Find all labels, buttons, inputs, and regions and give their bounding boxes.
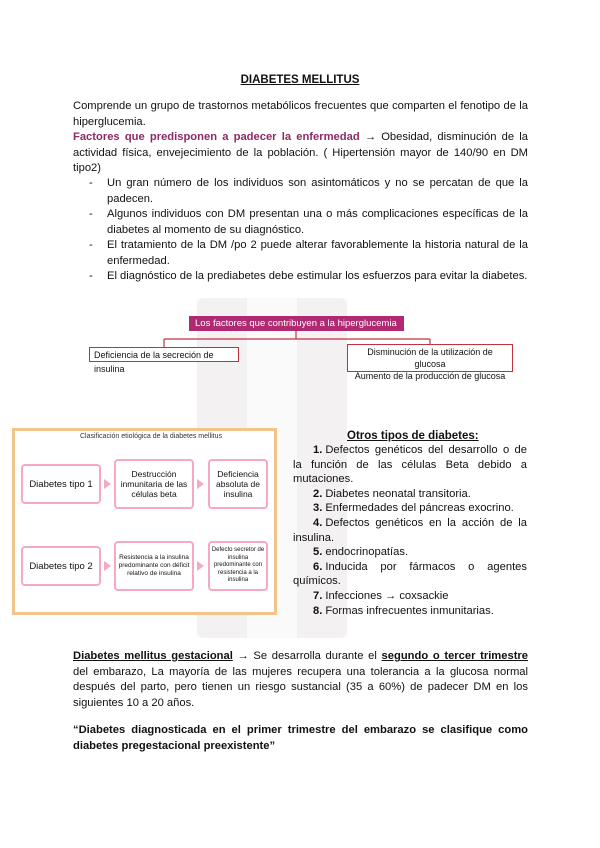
gestacional-paragraph: Diabetes mellitus gestacional → Se desarrolla durante el segundo o tercer trimestre del embarazo, La mayoría de las mujeres recupera una tolerancia a la glucosa normal después del parto, pero tienen un riesgo sustancial (35 a 60%) de padecer DM en los siguientes 10 a 20 años. [73, 650, 528, 709]
bullet-marker: - [89, 208, 93, 220]
list-item: - Algunos individuos con DM presentan una o más complicaciones específicas de la diabetes al momento de su diagnóstico. [89, 208, 528, 236]
list-item: 3. Enfermedades del páncreas exocrino. [313, 502, 514, 515]
gestacional-trimester: segundo o tercer trimestre [381, 650, 528, 662]
gestacional-arrow: → [232, 650, 254, 662]
list-item: 6. Inducida por fármacos o agentes químicos. [293, 560, 527, 588]
list-item: 7. Infecciones → coxsackie [313, 589, 449, 602]
quote-paragraph: “Diabetes diagnosticada en el primer trimestre del embarazo se clasifique como diabetes pregestacional preexistente” [73, 724, 528, 752]
otros-tipos-title: Otros tipos de diabetes: [347, 430, 479, 442]
gestacional-label: Diabetes mellitus gestacional [73, 650, 233, 662]
diagram-box-type2: Diabetes tipo 2 [21, 546, 101, 586]
arrow-icon [197, 561, 204, 571]
diagram-box-type1-effect: Deficiencia absoluta de insulina [208, 459, 268, 509]
otros-tipos-list [293, 443, 527, 618]
bullet-marker: - [89, 270, 93, 282]
diagram-box-type1: Diabetes tipo 1 [21, 464, 101, 504]
classification-diagram [12, 428, 277, 615]
factors-label: Factores que predisponen a padecer la enfermedad [73, 131, 360, 143]
list-item: - El tratamiento de la DM /po 2 puede alterar favorablemente la historia natural de la enfermedad. [89, 239, 528, 267]
list-item: 8. Formas infrecuentes inmunitarias. [313, 604, 494, 617]
hyper-diagram-right-box: Disminución de la utilización de glucosa Aumento de la producción de glucosa [347, 344, 513, 372]
arrow-icon [197, 479, 204, 489]
intro-paragraph: Comprende un grupo de trastornos metabólicos frecuentes que comparten el fenotipo de la hiperglucemia. [73, 100, 528, 128]
diagram-box-type2-effect: Defecto secretor de insulina predominante con resistencia a la insulina [208, 541, 268, 591]
list-item: 5. endocrinopatías. [313, 546, 409, 559]
diagram-box-type2-cause: Resistencia a la insulina predominante con déficit relativo de insulina [114, 541, 194, 591]
list-item: 4. Defectos genéticos en la acción de la insulina. [293, 516, 527, 544]
list-item: - Un gran número de los individuos son asintomáticos y no se percatan de que la padecen. [89, 177, 528, 205]
hyper-diagram-title: Los factores que contribuyen a la hiperglucemia [189, 316, 404, 331]
bullet-marker: - [89, 177, 93, 189]
hyper-diagram-connectors [0, 0, 600, 400]
list-item: 1. Defectos genéticos del desarrollo o de la función de las células Beta debido a mutaciones. [293, 444, 527, 486]
list-item: - El diagnóstico de la prediabetes debe estimular los esfuerzos para evitar la diabetes. [73, 269, 528, 285]
bullet-marker: - [89, 239, 93, 251]
arrow-icon [104, 479, 111, 489]
diagram-box-type1-cause: Destrucción inmunitaria de las células beta [114, 459, 194, 509]
list-item: 2. Diabetes neonatal transitoria. [313, 487, 471, 500]
factors-text: → Obesidad, disminución de la actividad física, envejecimiento de la población. ( Hipertensión mayor de 140/90 en DM tipo2) [73, 131, 528, 174]
classification-diagram-caption: Clasificación etiológica de la diabetes mellitus [80, 433, 223, 440]
arrow-icon [104, 561, 111, 571]
page-title: DIABETES MELLITUS [240, 74, 360, 86]
hyper-diagram-left-box: Deficiencia de la secreción de insulina [89, 347, 239, 362]
